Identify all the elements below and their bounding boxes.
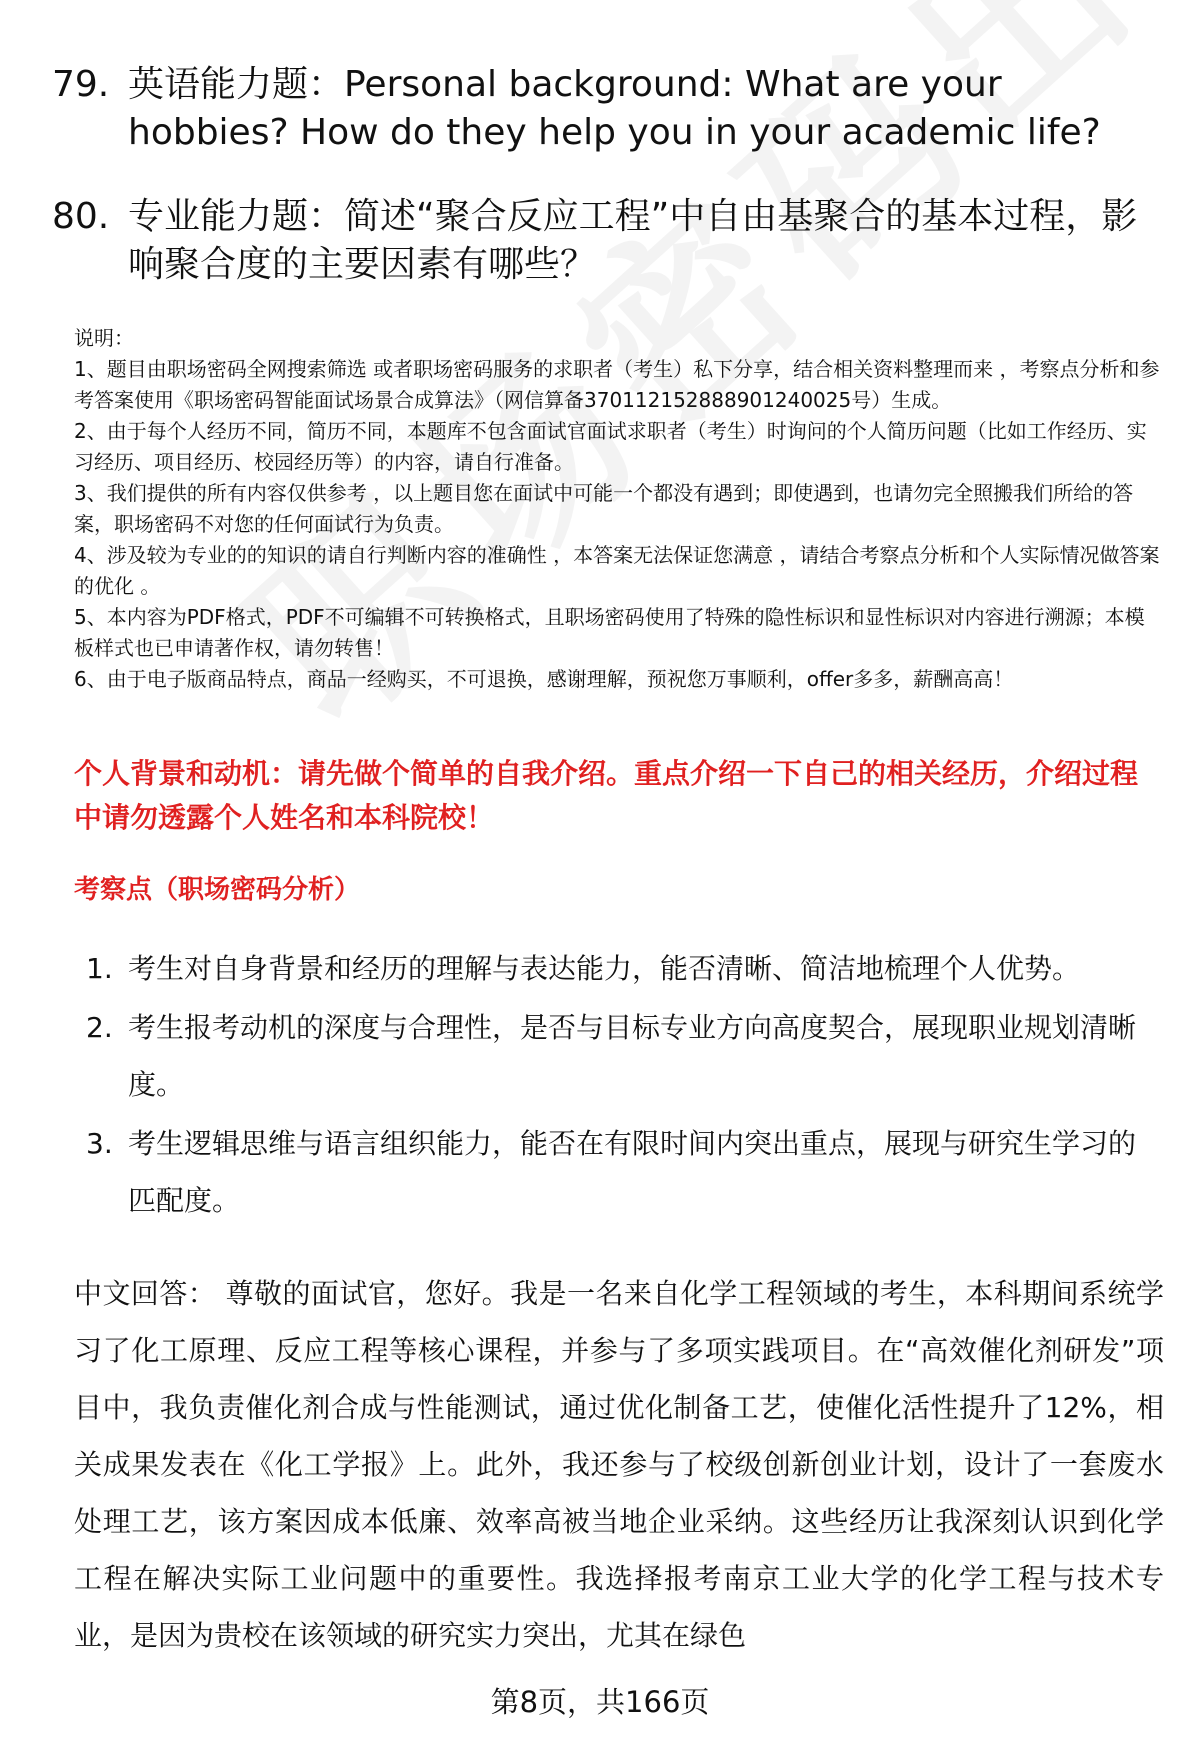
note-item: 6、由于电子版商品特点，商品一经购买，不可退换，感谢理解，预祝您万事顺利，offer多多，薪酬高高！ <box>74 667 1014 691</box>
points-list <box>74 940 1154 1231</box>
point-number: 1. <box>86 952 113 985</box>
note-item: 3、我们提供的所有内容仅供参考 ，以上题目您在面试中可能一个都没有遇到；即使遇到，也请勿完全照搬我们所给的答案，职场密码不对您的任何面试行为负责。 <box>74 481 1134 536</box>
point-item <box>74 999 1154 1113</box>
note-item: 5、本内容为PDF格式，PDF不可编辑不可转换格式，且职场密码使用了特殊的隐性标识和显性标识对内容进行溯源；本模板样式也已申请著作权，请勿转售！ <box>74 605 1145 660</box>
point-number: 2. <box>86 1011 113 1044</box>
background-heading: 个人背景和动机：请先做个简单的自我介绍。重点介绍一下自己的相关经历，介绍过程中请勿透露个人姓名和本科院校！ <box>74 757 1139 834</box>
page-number: 第8页，共166页 <box>490 1685 710 1719</box>
point-item <box>74 1115 1154 1229</box>
notes-title: 说明： <box>74 326 134 350</box>
question-number: 80. <box>52 196 110 237</box>
point-text: 考生对自身背景和经历的理解与表达能力，能否清晰、简洁地梳理个人优势。 <box>128 952 1081 985</box>
point-item <box>74 940 1154 997</box>
note-item: 1、题目由职场密码全网搜索筛选 或者职场密码服务的求职者（考生）私下分享，结合相关资料整理而来 ，考察点分析和参考答案使用《职场密码智能面试场景合成算法》（网信算备370112152888901240025号）生成。 <box>74 357 1160 412</box>
point-text: 考生逻辑思维与语言组织能力，能否在有限时间内突出重点，展现与研究生学习的匹配度。 <box>128 1127 1137 1217</box>
notes-section <box>74 323 1164 695</box>
note-item: 4、涉及较为专业的的知识的请自行判断内容的准确性 ，本答案无法保证您满意 ，请结合考察点分析和个人实际情况做答案的优化 。 <box>74 543 1160 598</box>
question-80 <box>52 193 1152 289</box>
question-text: 专业能力题：简述“聚合反应工程”中自由基聚合的基本过程，影响聚合度的主要因素有哪些？ <box>128 196 1138 285</box>
question-79 <box>52 61 1152 157</box>
note-item: 2、由于每个人经历不同，简历不同，本题库不包含面试官面试求职者（考生）时询问的个人简历问题（比如工作经历、实习经历、项目经历、校园经历等）的内容，请自行准备。 <box>74 419 1147 474</box>
point-text: 考生报考动机的深度与合理性，是否与目标专业方向高度契合，展现职业规划清晰度。 <box>128 1011 1137 1101</box>
answer-paragraph: 中文回答： 尊敬的面试官，您好。我是一名来自化学工程领域的考生，本科期间系统学习了化工原理、反应工程等核心课程，并参与了多项实践项目。在“高效催化剂研发”项目中，我负责催化剂合成与性能测试，通过优化制备工艺，使催化活性提升了12%，相关成果发表在《化工学报》上。此外，我还参与了校级创新创业计划，设计了一套废水处理工艺，该方案因成本低廉、效率高被当地企业采纳。这些经历让我深刻认识到化学工程在解决实际工业问题中的重要性。我选择报考南京工业大学的化学工程与技术专业，是因为贵校在该领域的研究实力突出，尤其在绿色 <box>74 1277 1164 1652</box>
question-number: 79. <box>52 64 110 105</box>
points-heading: 考察点（职场密码分析） <box>74 875 361 905</box>
question-text: 英语能力题：Personal background: What are your hobbies? How do they help you in your academic life? <box>128 64 1101 153</box>
point-number: 3. <box>86 1127 113 1160</box>
